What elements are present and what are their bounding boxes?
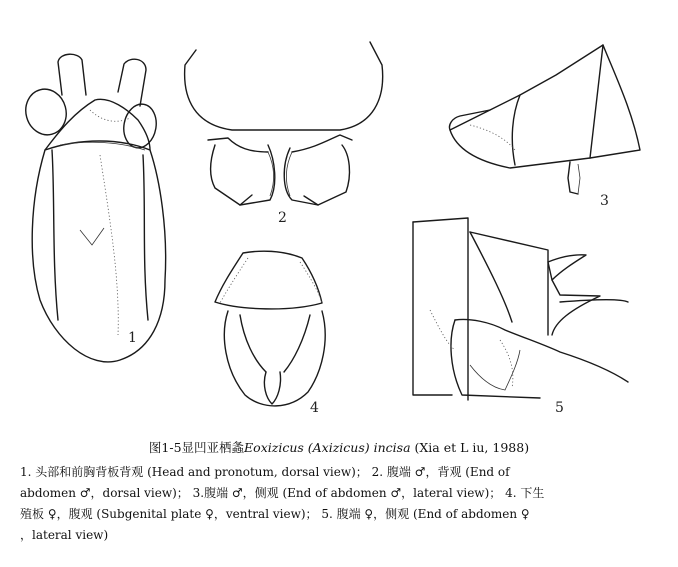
caption-title-species: Eoxizicus (Axizicus) incisa — [244, 440, 411, 455]
panel-5-number: 5 — [555, 400, 564, 416]
caption-line-1: 1. 头部和前胸背板背观 (Head and pronotum, dorsal view)； 2. 腹端 ♂，背观 (End of — [20, 465, 510, 479]
caption-title — [20, 438, 658, 456]
panel-1-number: 1 — [128, 330, 137, 346]
panel-4-female-subgenital-plate — [215, 251, 325, 416]
panel-5-female-abdomen-lateral — [413, 218, 628, 416]
caption-title-suffix: (Xia et L iu, 1988) — [410, 440, 530, 455]
panel-2-number: 2 — [278, 210, 287, 226]
panel-1-head-pronotum — [21, 54, 166, 362]
figure-caption — [20, 438, 658, 546]
caption-line-2: abdomen ♂，dorsal view)； 3.腹端 ♂，侧观 (End of abdomen ♂，lateral view)； 4. 下生 — [20, 486, 545, 500]
caption-title-prefix: 图1-5显凹亚栖螽 — [148, 440, 245, 455]
caption-line-3: 殖板 ♀，腹观 (Subgenital plate ♀，ventral view)； 5. 腹端 ♀，侧观 (End of abdomen ♀ — [20, 507, 530, 521]
panel-4-number: 4 — [310, 400, 319, 416]
panel-2-male-abdomen-dorsal — [185, 42, 383, 226]
panel-3-male-abdomen-lateral — [449, 45, 640, 209]
caption-body — [20, 462, 658, 546]
panel-3-number: 3 — [600, 193, 609, 209]
caption-line-4: ，lateral view) — [20, 528, 109, 542]
